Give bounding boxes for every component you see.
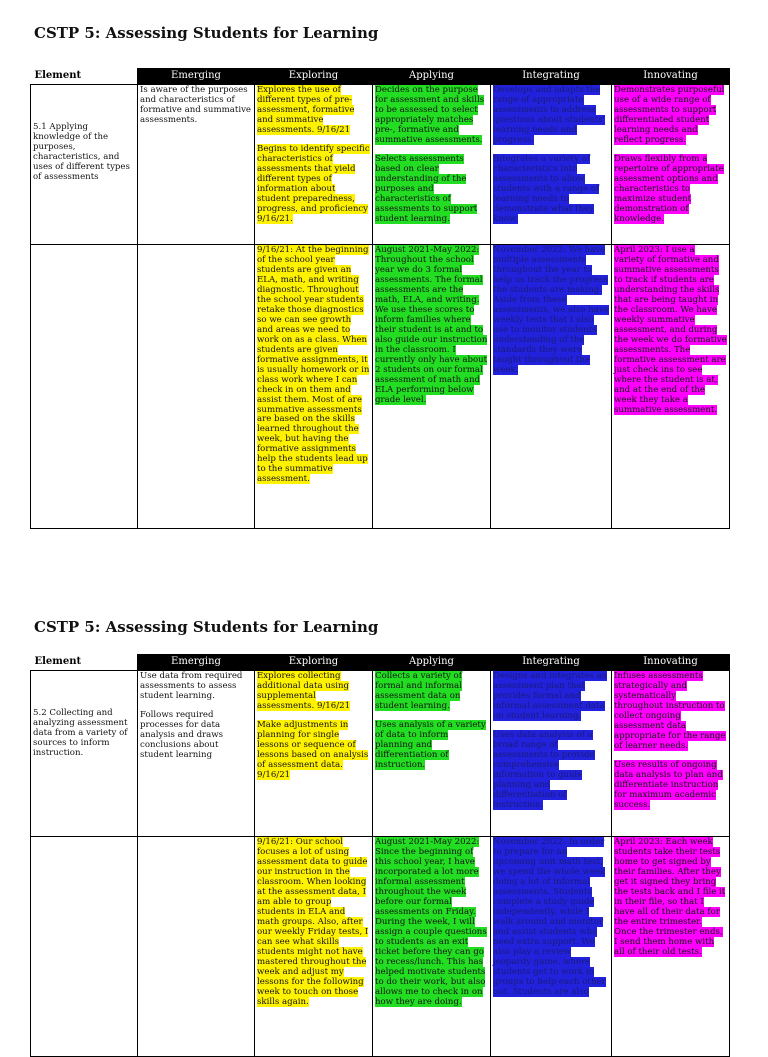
- evidence-integrating: November 2022: In order to prepare for an upcoming unit math test, we spend the whole week doing a lot of informal assessments. Students complete a study guide independently, while I walk around and monitor and assist students who need extra support. We also play a review jeopardy game, where students get to work in groups to help each other out. Students are also: [491, 837, 612, 1057]
- desc-innovating: Infuses assessments strategically and systematically throughout instruction to collect ongoing assessment data appropriate for the range of learner needs. Uses results of ongoing data analysis to plan and differentiate instruction for maximum academic success.: [612, 671, 730, 837]
- header-exploring: Exploring: [255, 655, 373, 671]
- rubric-table: [30, 654, 730, 1057]
- header-applying: Applying: [373, 69, 491, 85]
- evidence-innovating: April 2023: I use a variety of formative and summative assessments to track if students are understanding the skills that are being taught in the classroom. We have weekly summative assessment, and during the week we do formative assessments. The formative assessment are just check ins to see where the student is at, and at the end of the week they take a summative assessment.: [612, 245, 730, 529]
- desc-applying: Collects a variety of formal and informal assessment data on student learning. Uses analysis of a variety of data to inform planning and differentiation of instruction.: [373, 671, 491, 837]
- header-exploring: Exploring: [255, 69, 373, 85]
- evidence-applying: August 2021-May 2022: Throughout the school year we do 3 formal assessments. The formal assessments are the math, ELA, and writing. We use these scores to inform families where their student is at and to also guide our instruction in the classroom. I currently only have about 2 students on our formal assessment of math and ELA performing below grade level.: [373, 245, 491, 529]
- desc-integrating: Develops and adapts the range of appropriate assessments to address questions about students' learning needs and progress. Integrates a variety of characteristics into assessments to allow students with a range of learning needs to demonstrate what they know.: [491, 85, 612, 245]
- header-element: Element: [31, 655, 138, 671]
- desc-innovating: Demonstrates purposeful use of a wide range of assessments to support differentiated student learning needs and reflect progress. Draws flexibly from a repertoire of appropriate assessment options and characteristics to maximize student demonstration of knowledge.: [612, 85, 730, 245]
- header-emerging: Emerging: [138, 69, 255, 85]
- evidence-exploring: 9/16/21: Our school focuses a lot of using assessment data to guide our instruction in the classroom. When looking at the assessment data, I am able to group students in ELA and math groups. Also, after our weekly Friday tests, I can see what skills students might not have mastered throughout the week and adjust my lessons for the following week to touch on those skills again.: [255, 837, 373, 1057]
- header-innovating: Innovating: [612, 655, 730, 671]
- evidence-emerging: [138, 245, 255, 529]
- page-title: CSTP 5: Assessing Students for Learning: [34, 618, 379, 636]
- page-title: CSTP 5: Assessing Students for Learning: [34, 24, 379, 42]
- evidence-integrating: November 2022: We have multiple assessments throughout the year to help us track the progress the students are making. Aside from these assessments, we also have weekly tests that I also use to monitor students understanding of the standards they were taught throughout the week.: [491, 245, 612, 529]
- rubric-table: [30, 68, 730, 529]
- desc-integrating: Designs and integrates an assessment plan that provides formal and informal assessment data on student learning. Uses data analysis of a broad range of assessments to provide comprehensive information to guide planning and differentiation of instruction.: [491, 671, 612, 837]
- header-emerging: Emerging: [138, 655, 255, 671]
- element-label: 5.1 Applying knowledge of the purposes, characteristics, and uses of different types of assessments: [31, 85, 138, 245]
- desc-exploring: Explores collecting additional data using supplemental assessments. 9/16/21 Make adjustments in planning for single lessons or sequence of lessons based on analysis of assessment data. 9/16/21: [255, 671, 373, 837]
- desc-applying: Decides on the purpose for assessment and skills to be assessed to select appropriately matches pre-, formative and summative assessments. Selects assessments based on clear understanding of the purposes and characteristics of assessments to support student learning.: [373, 85, 491, 245]
- desc-emerging: Is aware of the purposes and characteristics of formative and summative assessments.: [138, 85, 255, 245]
- evidence-innovating: April 2023: Each week students take their tests home to get signed by their families. After they get it signed they bring the tests back and I file it in their file, so that I have all of their data for the entire trimester. Once the trimester ends, I send them home with all of their old tests.: [612, 837, 730, 1057]
- header-integrating: Integrating: [491, 655, 612, 671]
- header-integrating: Integrating: [491, 69, 612, 85]
- desc-emerging: Use data from required assessments to assess student learning. Follows required processes for data analysis and draws conclusions about student learning: [138, 671, 255, 837]
- header-element: Element: [31, 69, 138, 85]
- desc-exploring: Explores the use of different types of pre-assessment, formative and summative assessments. 9/16/21 Begins to identify specific characteristics of assessments that yield different types of information about student preparedness, progress, and proficiency 9/16/21.: [255, 85, 373, 245]
- element-label: 5.2 Collecting and analyzing assessment data from a variety of sources to inform instruction.: [31, 671, 138, 837]
- evidence-exploring: 9/16/21: At the beginning of the school year students are given an ELA, math, and writing diagnostic. Throughout the school year students retake those diagnostics so we can see growth and areas we need to work on as a class. When students are given formative assignments, it is usually homework or in class work where I can check in on them and assist them. Most of are summative assessments are based on the skills learned throughout the week, but having the formative assignments help the students lead up to the summative assessment.: [255, 245, 373, 529]
- header-applying: Applying: [373, 655, 491, 671]
- evidence-applying: August 2021-May 2022: Since the beginning of this school year, I have incorporated a lot more informal assessment throughout the week before our formal assessments on Friday. During the week, I will assign a couple questions to students as an exit ticket before they can go to recess/lunch. This has helped motivate students to do their work, but also allows me to check in on how they are doing.: [373, 837, 491, 1057]
- evidence-element: [31, 245, 138, 529]
- header-innovating: Innovating: [612, 69, 730, 85]
